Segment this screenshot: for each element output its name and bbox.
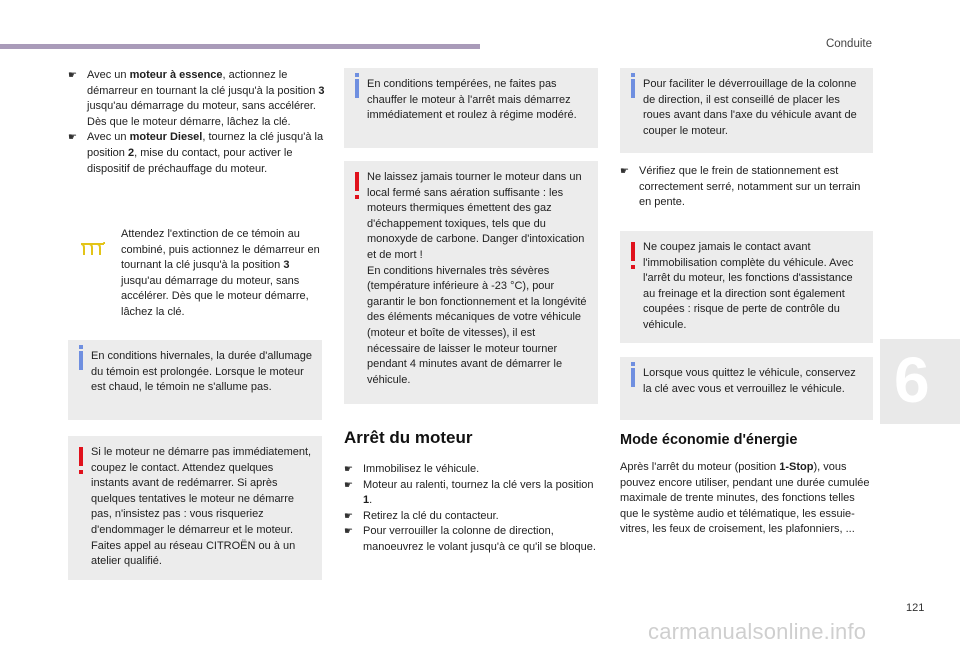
warning-box-no-start: Si le moteur ne démarre pas immédiatement, coupez le contact. Attendez quelques instants avant de redémarrer. Si après quelques tentatives le moteur ne démarre pas, n'insistez pas : vous risqueriez d'endommager le démarreur et le moteur. Faites appel au réseau CITROËN ou à un atelier qualifié.: [68, 436, 322, 580]
col1-steps: [68, 68, 326, 177]
heading-energy-mode: Mode économie d'énergie: [620, 432, 798, 448]
page-number: 121: [906, 602, 925, 614]
warning-icon: [631, 242, 635, 261]
info-icon: [631, 368, 635, 387]
step-key-position: ☛ Moteur au ralenti, tournez la clé vers la position 1.: [344, 478, 594, 507]
warning-icon: [355, 172, 359, 191]
step-diesel: ☛ Avec un moteur Diesel, tournez la clé jusqu'à la position 2, mise du contact, pour activer le dispositif de préchauffage du moteur.: [68, 131, 324, 175]
step-lock-steering: ☛ Pour verrouiller la colonne de direction, manoeuvrez le volant jusqu'à ce qu'il se bloque.: [344, 525, 596, 553]
section-title: Conduite: [825, 38, 872, 50]
warning-box-ignition: Ne coupez jamais le contact avant l'immobilisation complète du véhicule. Avec l'arrêt du moteur, les fonctions d'assistance au freinage et la direction sont également coupées : risque de perte de contrôle du véhicule.: [620, 231, 873, 343]
step-parking-brake: ☛ Vérifiez que le frein de stationnement est correctement serré, notamment sur un terrain en pente.: [620, 165, 861, 209]
arrow-icon: ☛: [68, 132, 77, 144]
info-icon: [79, 351, 83, 370]
step-immobilize: ☛ Immobilisez le véhicule.: [344, 462, 598, 478]
parking-brake-step: [620, 164, 873, 211]
heading-engine-stop: Arrêt du moteur: [344, 428, 473, 447]
info-icon: [355, 79, 359, 98]
engine-stop-steps: [344, 462, 598, 556]
step-remove-key: ☛ Retirez la clé du contacteur.: [344, 509, 598, 525]
info-box-temperate: En conditions tempérées, ne faites pas chauffer le moteur à l'arrêt mais démarrez immédiatement et roulez à régime modéré.: [344, 68, 598, 148]
energy-mode-paragraph: Après l'arrêt du moteur (position 1-Stop), vous pouvez encore utiliser, pendant une durée cumulée maximale de trente minutes, des fonctions telles que le système audio et télématique, les essuie-vitres, les feux de croisement, les plafonniers, ...: [620, 461, 870, 536]
glow-plug-lamp-icon: [80, 242, 106, 256]
step-petrol: ☛ Avec un moteur à essence, actionnez le démarreur en tournant la clé jusqu'à la position 3 jusqu'au démarrage du moteur, sans accélérer. Dès que le moteur démarre, lâchez la clé.: [68, 69, 325, 128]
warning-box-exhaust: Ne laissez jamais tourner le moteur dans un local fermé sans aération suffisante : les moteurs thermiques émettent des gaz d'échappement toxiques, tels que du monoxyde de carbone. Danger d'intoxication et de mort ! En conditions hivernales très sévères (température inférieure à -23 °C), pour garantir le bon fonctionnement et la longévité des éléments mécaniques de votre véhicule (moteur et boîte de vitesses), il est nécessaire de laisser le moteur tourner pendant 4 minutes avant de démarrer le véhicule.: [344, 161, 598, 404]
arrow-icon: ☛: [620, 166, 629, 177]
arrow-icon: ☛: [344, 479, 353, 491]
arrow-icon: ☛: [344, 464, 353, 475]
watermark: carmanualsonline.info: [648, 619, 867, 644]
arrow-icon: ☛: [344, 510, 353, 522]
info-box-winter: En conditions hivernales, la durée d'allumage du témoin est prolongée. Lorsque le moteur est chaud, le témoin ne s'allume pas.: [68, 340, 322, 420]
warning-icon: [79, 447, 83, 466]
arrow-icon: ☛: [68, 70, 77, 81]
arrow-icon: ☛: [344, 526, 353, 538]
info-box-steering: Pour faciliter le déverrouillage de la colonne de direction, il est conseillé de placer les roues avant dans l'axe du véhicule avant de couper le moteur.: [620, 68, 873, 153]
info-box-key: Lorsque vous quittez le véhicule, conservez la clé avec vous et verrouillez le véhicule.: [620, 357, 873, 420]
chapter-number: 6: [894, 344, 930, 416]
header-accent-bar: [0, 44, 480, 49]
lamp-instruction: Attendez l'extinction de ce témoin au combiné, puis actionnez le démarreur en tournant la clé jusqu'à la position 3 jusqu'au démarrage du moteur, sans accélérer. Dès que le moteur démarre, lâchez la clé.: [121, 228, 320, 318]
info-icon: [631, 79, 635, 98]
